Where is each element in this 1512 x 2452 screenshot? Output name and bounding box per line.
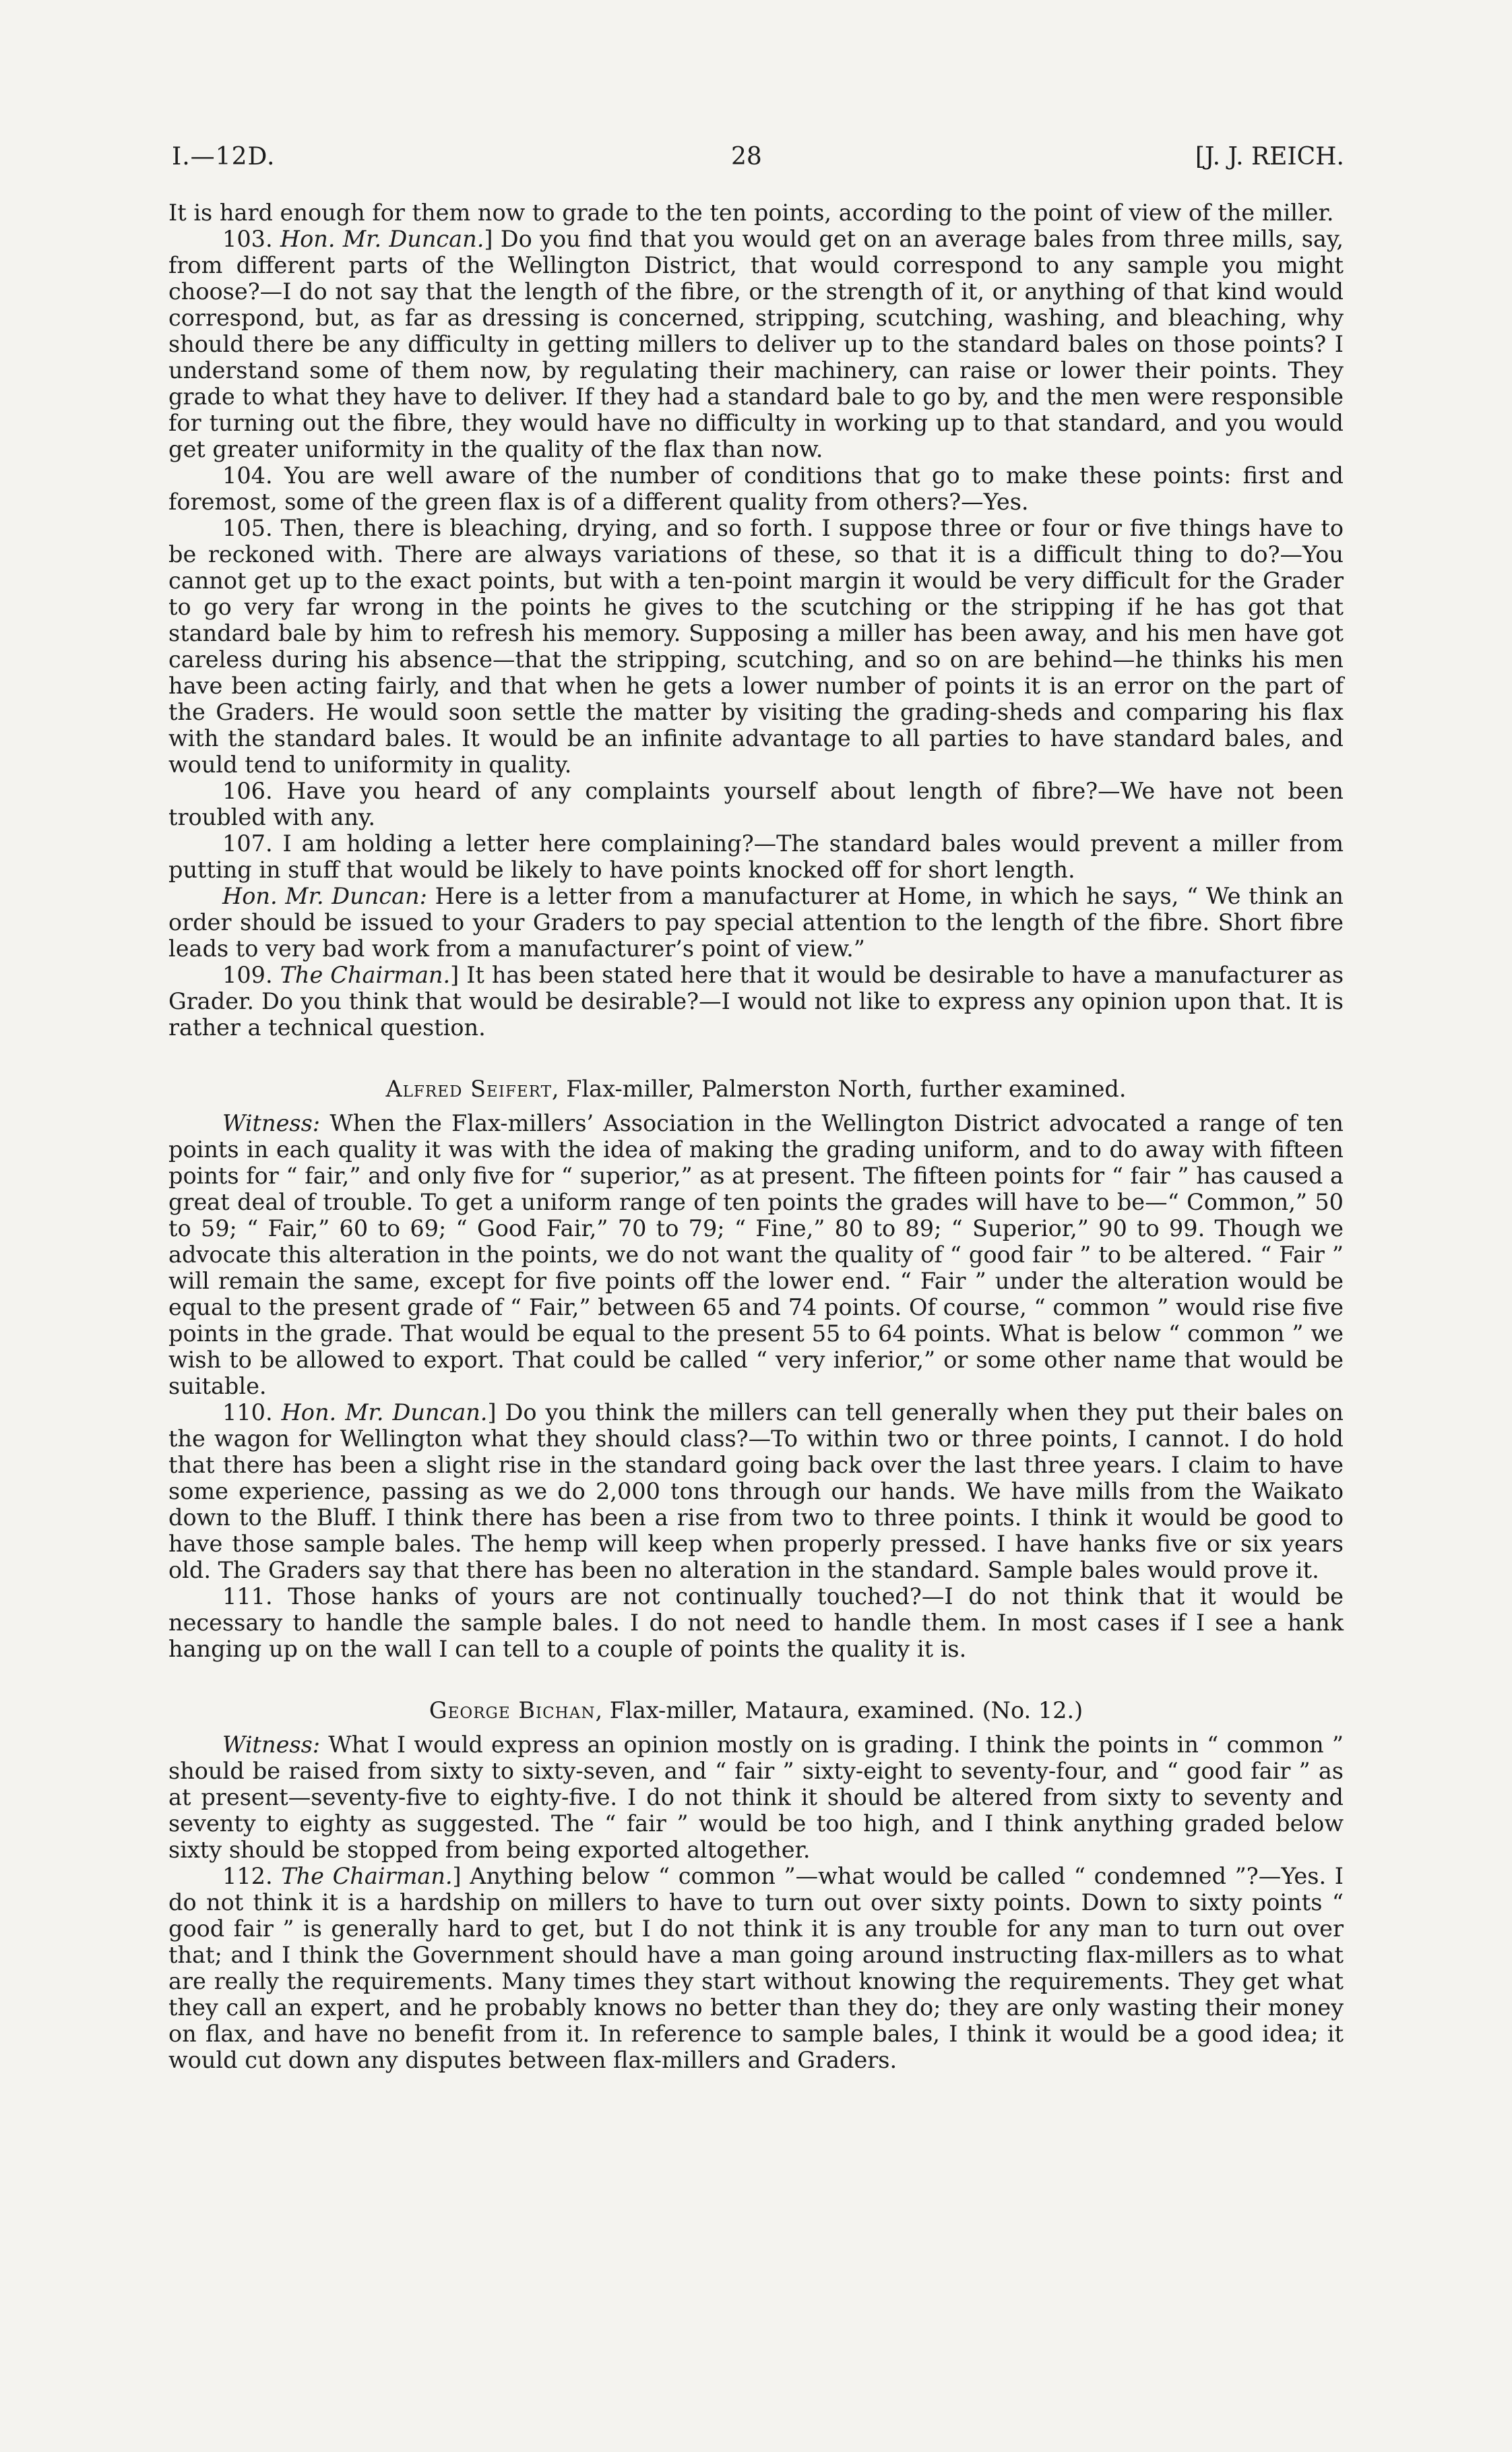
question-number: 109.: [222, 962, 273, 988]
paragraph-bichan-statement: [168, 1731, 1344, 1863]
witness-heading-seifert: [168, 1076, 1344, 1102]
witness-label: Witness:: [222, 1110, 321, 1136]
witness-heading-bichan: [168, 1697, 1344, 1723]
witness-label: Witness:: [222, 1731, 321, 1758]
paragraph-q103: [168, 226, 1344, 462]
paragraph-q104: 104. You are well aware of the number of conditions that go to make these points: first and foremost, some of the green flax is of a different quality from others?—Yes.: [168, 462, 1344, 515]
paper-reference: I.—12D.: [172, 143, 276, 171]
witness-name: George Bichan: [429, 1697, 596, 1723]
paragraph-q112: [168, 1863, 1344, 2073]
speaker-name: Hon. Mr. Duncan:: [222, 883, 427, 909]
paragraph-q105: 105. Then, there is bleaching, drying, and so forth. I suppose three or four or five things have to be reckoned with. There are always variations of these, so that it is a difficult thing to do?—You cannot get up to the exact points, but with a ten-point margin it would be very difficult for the Grader to go very far wrong in the points he gives to the scutching or the stripping if he has got that standard bale by him to refresh his memory. Supposing a miller has been away, and his men have got careless during his absence—that the stripping, scutching, and so on are behind—he thinks his men have been acting fairly, and that when he gets a lower number of points it is an error on the part of the Graders. He would soon settle the matter by visiting the grading-sheds and comparing his flax with the standard bales. It would be an infinite advantage to all parties to have standard bales, and would tend to uniformity in quality.: [168, 515, 1344, 778]
paragraph-q109: [168, 962, 1344, 1041]
question-text: ] Do you find that you would get on an average bales from three mills, say, from different parts of the Wellington District, that would correspond to any sample you might choose?—I do not say that the length of the fibre, or the strength of it, or anything of that kind would correspond, but, as far as dressing is concerned, stripping, scutching, washing, and bleaching, why should there be any difficulty in getting millers to deliver up to the standard bales on those points? I understand some of them now, by regulating their machinery, can raise or lower their points. They grade to what they have to deliver. If they had a standard bale to go by, and the men were responsible for turning out the fibre, they would have no difficulty in working up to that standard, and you would get greater uniformity in the quality of the flax than now.: [168, 226, 1344, 462]
question-text: ] Anything below “ common ”—what would be called “ condemned ”?—Yes. I do not think it is a hardship on millers to have to turn out over sixty points. Down to sixty points “ good fair ” is generally hard to get, but I do not think it is any trouble for any man to turn out over that; and I think the Government should have a man going around instructing flax-millers as to what are really the requirements. Many times they start without knowing the requirements. They get what they call an expert, and he probably knows no better than they do; they are only wasting their money on flax, and have no benefit from it. In reference to sample bales, I think it would be a good idea; it would cut down any disputes between flax-millers and Graders.: [168, 1863, 1344, 2073]
witness-name: Alfred Seifert: [385, 1076, 552, 1102]
remark-text: Here is a letter from a manufacturer at Home, in which he says, “ We think an order should be issued to your Graders to pay special attention to the length of the fibre. Short fibre leads to very bad work from a manufacturer’s point of view.”: [168, 883, 1344, 962]
page-body: [168, 200, 1344, 2073]
question-number: 110.: [222, 1399, 273, 1426]
paragraph-duncan-remark: [168, 883, 1344, 962]
paragraph-intro: It is hard enough for them now to grade to the ten points, according to the point of view of the miller.: [168, 200, 1334, 226]
question-text: ] It has been stated here that it would be desirable to have a manufacturer as Grader. Do you think that would be desirable?—I would not like to express any opinion upon that. It is rather a technical question.: [168, 962, 1344, 1041]
speaker-name: The Chairman.: [281, 1863, 453, 1889]
paragraph-seifert-statement: [168, 1110, 1344, 1399]
witness-header: [J. J. REICH.: [1195, 143, 1344, 171]
page-header: [172, 143, 1344, 183]
speaker-name: The Chairman.: [280, 962, 451, 988]
statement-text: What I would express an opinion mostly on is grading. I think the points in “ common ” should be raised from sixty to sixty-seven, and “ fair ” sixty-eight to seventy-four, and “ good fair ” as at present—seventy-five to eighty-five. I do not think it should be altered from sixty to seventy and seventy to eighty as suggested. The “ fair ” would be too high, and I think anything graded below sixty should be stopped from being exported altogether.: [168, 1731, 1344, 1863]
paragraph-q107: 107. I am holding a letter here complaining?—The standard bales would prevent a miller from putting in stuff that would be likely to have points knocked off for short length.: [168, 830, 1344, 883]
question-number: 103.: [222, 226, 273, 252]
statement-text: When the Flax-millers’ Association in the Wellington District advocated a range of ten points in each quality it was with the idea of making the grading uniform, and to do away with fifteen points for “ fair,” and only five for “ superior,” as at present. The fifteen points for “ fair ” has caused a great deal of trouble. To get a uniform range of ten points the grades will have to be—“ Common,” 50 to 59; “ Fair,” 60 to 69; “ Good Fair,” 70 to 79; “ Fine,” 80 to 89; “ Superior,” 90 to 99. Though we advocate this alteration in the points, we do not want the quality of “ good fair ” to be altered. “ Fair ” will remain the same, except for five points off the lower end. “ Fair ” under the alteration would be equal to the present grade of “ Fair,” between 65 and 74 points. Of course, “ common ” would rise five points in the grade. That would be equal to the present 55 to 64 points. What is below “ common ” we wish to be allowed to export. That could be called “ very inferior,” or some other name that would be suitable.: [168, 1110, 1344, 1399]
witness-description: , Flax-miller, Palmerston North, further examined.: [551, 1076, 1127, 1102]
paragraph-q110: [168, 1399, 1344, 1583]
speaker-name: Hon. Mr. Duncan.: [280, 226, 484, 252]
witness-description: , Flax-miller, Mataura, examined. (No. 12.): [595, 1697, 1083, 1723]
paragraph-q111: 111. Those hanks of yours are not continually touched?—I do not think that it would be necessary to handle the sample bales. I do not need to handle them. In most cases if I see a hank hanging up on the wall I can tell to a couple of points the quality it is.: [168, 1583, 1344, 1662]
question-text: ] Do you think the millers can tell generally when they put their bales on the wagon for Wellington what they should class?—To within two or three points, I cannot. I do hold that there has been a slight rise in the standard going back over the last three years. I claim to have some experience, passing as we do 2,000 tons through our hands. We have mills from the Waikato down to the Bluff. I think there has been a rise from two to three points. I think it would be good to have those sample bales. The hemp will keep when properly pressed. I have hanks five or six years old. The Graders say that there has been no alteration in the standard. Sample bales would prove it.: [168, 1399, 1344, 1583]
page-number: 28: [731, 143, 762, 171]
question-number: 112.: [222, 1863, 273, 1889]
speaker-name: Hon. Mr. Duncan.: [281, 1399, 488, 1426]
paragraph-q106: 106. Have you heard of any complaints yourself about length of fibre?—We have not been troubled with any.: [168, 778, 1344, 830]
